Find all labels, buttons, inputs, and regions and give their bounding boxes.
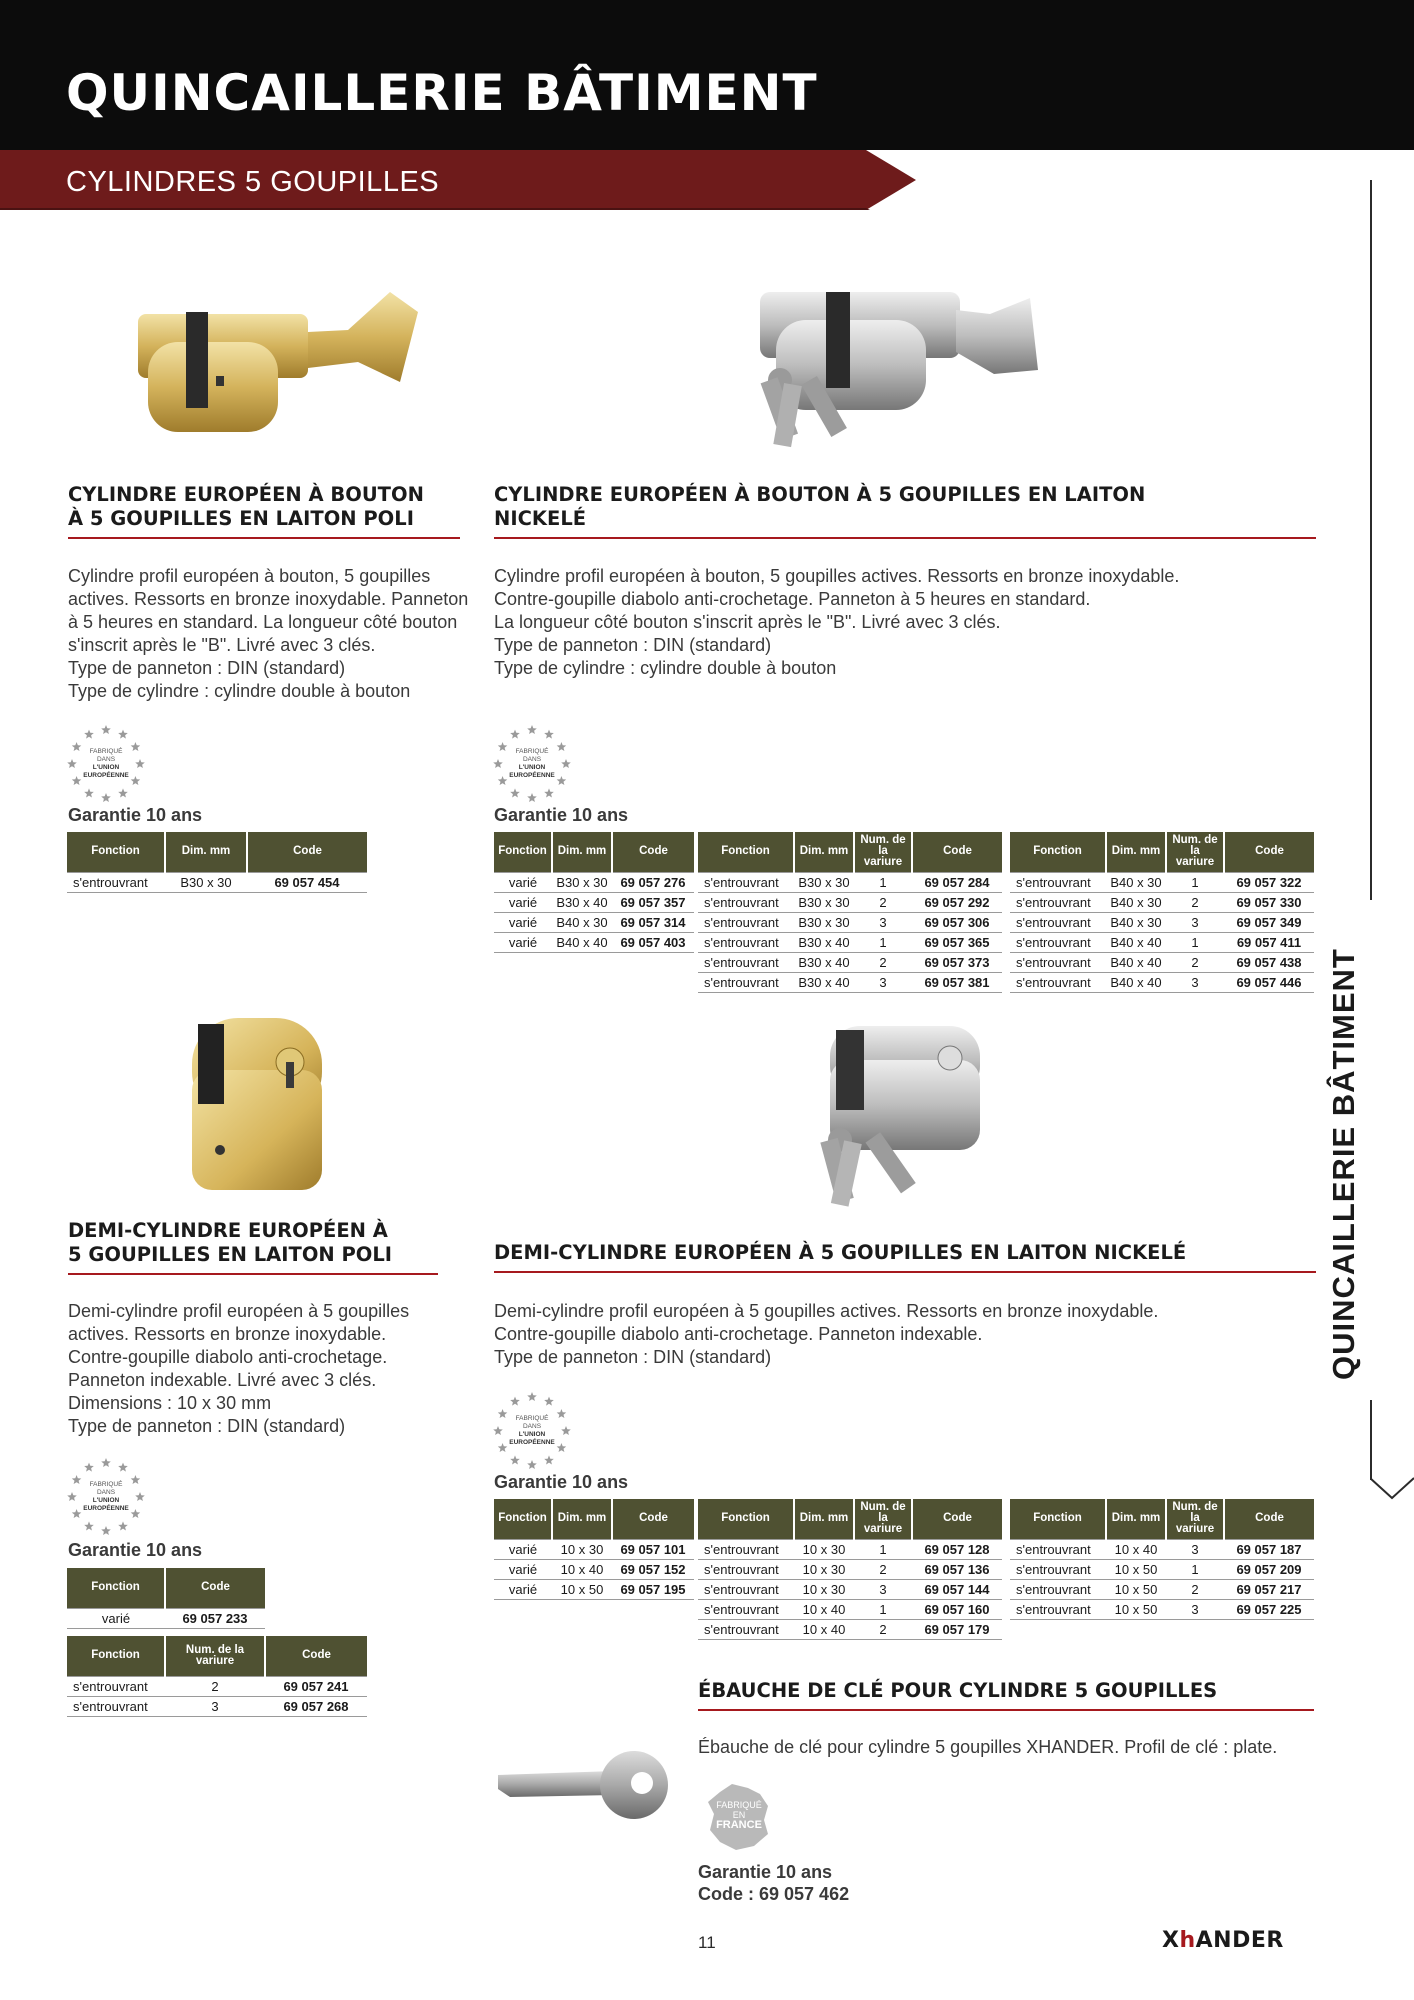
- cell-dim: B40 x 30: [1106, 892, 1166, 912]
- column-header: Dim. mm: [552, 832, 612, 872]
- table-row: [67, 872, 367, 892]
- badge-line: DANS: [522, 1423, 542, 1430]
- cell-fonction: varié: [494, 932, 552, 952]
- product-2-title-line-1: CYLINDRE EUROPÉEN À BOUTON À 5 GOUPILLES EN LAITON: [494, 483, 1146, 506]
- cell-dim: B40 x 40: [1106, 972, 1166, 992]
- brass-half-cylinder-image: [180, 1010, 350, 1200]
- badge-line: DANS: [96, 1489, 116, 1496]
- badge-line: FABRIQUÉ: [89, 748, 123, 755]
- cell-fonction: varié: [67, 1608, 165, 1628]
- cell-fonction: s'entrouvrant: [1010, 912, 1106, 932]
- cell-variure: 3: [854, 1579, 912, 1599]
- desc-line: Dimensions : 10 x 30 mm: [68, 1393, 272, 1413]
- desc-line: Cylindre profil européen à bouton, 5 goupilles actives. Ressorts en bronze inoxydable.: [494, 566, 1180, 586]
- badge-line: EUROPÉENNE: [83, 772, 129, 779]
- product-1-title: [68, 483, 460, 539]
- cell-fonction: s'entrouvrant: [1010, 952, 1106, 972]
- cell-variure: 3: [1166, 912, 1224, 932]
- table-row: [494, 872, 694, 892]
- cell-dim: B40 x 40: [1106, 932, 1166, 952]
- logo-part: h: [1179, 1928, 1196, 1953]
- product-3-title: [68, 1219, 438, 1275]
- cell-dim: 10 x 40: [794, 1599, 854, 1619]
- brass-knob-cylinder-image: [128, 272, 428, 452]
- product-5-title: [698, 1679, 1314, 1711]
- star-icon: [118, 1521, 128, 1530]
- column-header: Fonction: [698, 1499, 794, 1539]
- page-number: 11: [698, 1933, 716, 1952]
- brand-logo: [1162, 1928, 1284, 1953]
- product-2-guarantee: Garantie 10 ans: [494, 805, 629, 825]
- table-row: [494, 932, 694, 952]
- side-label: QUINCAILLERIE BÂTIMENT: [1326, 948, 1361, 1380]
- cell-fonction: s'entrouvrant: [67, 1696, 165, 1716]
- table-row: [698, 1619, 1002, 1639]
- column-header: Fonction: [494, 832, 552, 872]
- cell-variure: 2: [854, 1559, 912, 1579]
- product-5-title-line-1: ÉBAUCHE DE CLÉ POUR CYLINDRE 5 GOUPILLES: [698, 1679, 1218, 1702]
- star-icon: [84, 1463, 94, 1472]
- table-row: [67, 1608, 265, 1628]
- section-subtitle: CYLINDRES 5 GOUPILLES: [66, 166, 440, 198]
- logo-part: ANDER: [1195, 1928, 1284, 1953]
- cell-dim: B30 x 40: [794, 932, 854, 952]
- badge-line: L'UNION: [518, 764, 546, 771]
- cell-code: 69 057 438: [1224, 952, 1314, 972]
- cell-code: 69 057 144: [912, 1579, 1002, 1599]
- cell-code: 69 057 101: [612, 1539, 694, 1559]
- star-icon: [510, 730, 520, 739]
- cell-variure: 1: [854, 872, 912, 892]
- column-header: Dim. mm: [1106, 832, 1166, 872]
- cell-code: 69 057 322: [1224, 872, 1314, 892]
- table-row: [494, 1539, 694, 1559]
- cell-code: 69 057 314: [612, 912, 694, 932]
- cell-variure: 3: [1166, 1539, 1224, 1559]
- cell-fonction: s'entrouvrant: [67, 1676, 165, 1696]
- cell-variure: 2: [1166, 892, 1224, 912]
- column-header: Code: [165, 1568, 265, 1608]
- cell-fonction: s'entrouvrant: [698, 1579, 794, 1599]
- eu-made-badge: [64, 722, 148, 806]
- star-icon: [101, 1458, 111, 1467]
- badge-line: FABRIQUÉ: [515, 748, 549, 755]
- cell-code: 69 057 136: [912, 1559, 1002, 1579]
- product-2-description: [494, 565, 1179, 680]
- cell-variure: 3: [1166, 1599, 1224, 1619]
- star-icon: [527, 793, 537, 802]
- cell-code: 69 057 284: [912, 872, 1002, 892]
- cell-dim: B30 x 30: [794, 872, 854, 892]
- product-2-title: [494, 483, 1316, 539]
- column-header: Dim. mm: [794, 832, 854, 872]
- cell-variure: 3: [854, 912, 912, 932]
- cell-dim: 10 x 50: [1106, 1579, 1166, 1599]
- cell-dim: 10 x 50: [1106, 1559, 1166, 1579]
- eu-made-badge: [490, 1389, 574, 1473]
- star-icon: [527, 1392, 537, 1401]
- table-row: [698, 892, 1002, 912]
- cell-code: 69 057 217: [1224, 1579, 1314, 1599]
- badge-line: EUROPÉENNE: [509, 1439, 555, 1446]
- column-header: Dim. mm: [1106, 1499, 1166, 1539]
- column-header: Fonction: [67, 832, 165, 872]
- desc-line: Contre-goupille diabolo anti-crochetage. Panneton à 5 heures en standard.: [494, 589, 1091, 609]
- star-icon: [101, 725, 111, 734]
- desc-line: actives. Ressorts en bronze inoxydable.: [68, 1324, 387, 1344]
- nickel-half-cylinder-image: [800, 1020, 1000, 1220]
- cell-code: 69 057 195: [612, 1579, 694, 1599]
- table-row: [698, 952, 1002, 972]
- cell-code: 69 057 454: [247, 872, 367, 892]
- product-3-table-a: [67, 1568, 265, 1629]
- cell-code: 69 057 373: [912, 952, 1002, 972]
- cell-fonction: varié: [494, 1539, 552, 1559]
- product-2-table-b: [698, 832, 1002, 993]
- cell-fonction: s'entrouvrant: [1010, 892, 1106, 912]
- cell-code: 69 057 225: [1224, 1599, 1314, 1619]
- product-4-table-b: [698, 1499, 1002, 1640]
- cell-variure: 3: [165, 1696, 265, 1716]
- cell-dim: B30 x 30: [794, 892, 854, 912]
- table-row: [698, 1539, 1002, 1559]
- product-4-table-a: [494, 1499, 694, 1600]
- cell-code: 69 057 268: [265, 1696, 367, 1716]
- cell-dim: B40 x 30: [552, 912, 612, 932]
- column-header: Fonction: [494, 1499, 552, 1539]
- desc-line: La longueur côté bouton s'inscrit après le "B". Livré avec 3 clés.: [494, 612, 1001, 632]
- cell-fonction: s'entrouvrant: [698, 1599, 794, 1619]
- cell-fonction: varié: [494, 1579, 552, 1599]
- product-4-guarantee: Garantie 10 ans: [494, 1472, 629, 1492]
- table-row: [1010, 1579, 1314, 1599]
- column-header: Num. de la variure: [1166, 1499, 1224, 1539]
- star-icon: [118, 1463, 128, 1472]
- cell-variure: 2: [854, 892, 912, 912]
- cell-fonction: s'entrouvrant: [1010, 872, 1106, 892]
- product-3-table-b: [67, 1636, 367, 1717]
- star-icon: [510, 1397, 520, 1406]
- column-header: Dim. mm: [794, 1499, 854, 1539]
- product-2-title-line-2: NICKELÉ: [494, 507, 587, 530]
- cell-variure: 1: [1166, 932, 1224, 952]
- table-row: [1010, 972, 1314, 992]
- star-icon: [118, 730, 128, 739]
- cell-code: 69 057 403: [612, 932, 694, 952]
- cell-code: 69 057 306: [912, 912, 1002, 932]
- badge-line: FABRIQUÉ: [716, 1800, 762, 1810]
- product-5-guarantee: Garantie 10 ans: [698, 1862, 833, 1882]
- star-icon: [118, 788, 128, 797]
- badge-line: L'UNION: [92, 764, 120, 771]
- column-header: Fonction: [1010, 1499, 1106, 1539]
- cell-fonction: s'entrouvrant: [698, 932, 794, 952]
- desc-line: à 5 heures en standard. La longueur côté bouton: [68, 612, 458, 632]
- cell-fonction: s'entrouvrant: [1010, 1599, 1106, 1619]
- badge-line: FRANCE: [716, 1819, 762, 1831]
- cell-fonction: s'entrouvrant: [1010, 972, 1106, 992]
- cell-variure: 3: [854, 972, 912, 992]
- cell-dim: B30 x 40: [552, 892, 612, 912]
- cell-dim: B30 x 30: [552, 872, 612, 892]
- product-2-table-a: [494, 832, 694, 953]
- cell-variure: 2: [165, 1676, 265, 1696]
- star-icon: [527, 1460, 537, 1469]
- cell-fonction: s'entrouvrant: [698, 972, 794, 992]
- badge-line: EN: [732, 1810, 746, 1820]
- product-4-title-line-1: DEMI-CYLINDRE EUROPÉEN À 5 GOUPILLES EN LAITON NICKELÉ: [494, 1241, 1187, 1264]
- column-header: Code: [1224, 1499, 1314, 1539]
- table-row: [1010, 872, 1314, 892]
- cell-fonction: s'entrouvrant: [698, 872, 794, 892]
- cell-code: 69 057 128: [912, 1539, 1002, 1559]
- cell-fonction: s'entrouvrant: [1010, 932, 1106, 952]
- page-title: QUINCAILLERIE BÂTIMENT: [66, 64, 818, 122]
- table-row: [698, 932, 1002, 952]
- cell-code: 69 057 411: [1224, 932, 1314, 952]
- cell-dim: B40 x 30: [1106, 872, 1166, 892]
- made-in-france-badge: [702, 1780, 776, 1854]
- product-3-guarantee: Garantie 10 ans: [68, 1540, 203, 1560]
- star-icon: [544, 730, 554, 739]
- cell-fonction: varié: [494, 912, 552, 932]
- cell-variure: 2: [854, 1619, 912, 1639]
- nickel-knob-cylinder-image: [740, 280, 1040, 460]
- badge-line: FABRIQUÉ: [89, 1481, 123, 1488]
- cell-code: 69 057 349: [1224, 912, 1314, 932]
- cell-code: 69 057 276: [612, 872, 694, 892]
- cell-variure: 2: [1166, 1579, 1224, 1599]
- product-3-description: [68, 1300, 409, 1438]
- table-row: [494, 912, 694, 932]
- cell-code: 69 057 187: [1224, 1539, 1314, 1559]
- product-2-table-c: [1010, 832, 1314, 993]
- table-row: [1010, 1539, 1314, 1559]
- cell-code: 69 057 209: [1224, 1559, 1314, 1579]
- product-4-description: [494, 1300, 1158, 1369]
- cell-dim: B30 x 30: [165, 872, 247, 892]
- table-row: [494, 1559, 694, 1579]
- cell-fonction: s'entrouvrant: [1010, 1579, 1106, 1599]
- cell-fonction: s'entrouvrant: [698, 952, 794, 972]
- star-icon: [84, 730, 94, 739]
- desc-line: Ébauche de clé pour cylindre 5 goupilles XHANDER. Profil de clé : plate.: [698, 1737, 1278, 1757]
- desc-line: Type de cylindre : cylindre double à bouton: [68, 681, 411, 701]
- table-row: [698, 1579, 1002, 1599]
- column-header: Num. de la variure: [1166, 832, 1224, 872]
- cell-dim: 10 x 50: [552, 1579, 612, 1599]
- table-row: [698, 1559, 1002, 1579]
- cell-code: 69 057 292: [912, 892, 1002, 912]
- column-header: Code: [612, 832, 694, 872]
- desc-line: Type de panneton : DIN (standard): [494, 1347, 772, 1367]
- desc-line: Type de panneton : DIN (standard): [68, 658, 346, 678]
- cell-fonction: varié: [494, 872, 552, 892]
- badge-line: L'UNION: [92, 1497, 120, 1504]
- product-5-code: Code : 69 057 462: [698, 1884, 850, 1904]
- column-header: Code: [912, 832, 1002, 872]
- cell-code: 69 057 152: [612, 1559, 694, 1579]
- cell-fonction: s'entrouvrant: [1010, 1559, 1106, 1579]
- product-1-description: [68, 565, 468, 703]
- column-header: Dim. mm: [552, 1499, 612, 1539]
- cell-fonction: s'entrouvrant: [698, 1619, 794, 1639]
- desc-line: Demi-cylindre profil européen à 5 goupilles: [68, 1301, 410, 1321]
- desc-line: Type de panneton : DIN (standard): [68, 1416, 346, 1436]
- cell-dim: B40 x 30: [1106, 912, 1166, 932]
- badge-line: EUROPÉENNE: [509, 772, 555, 779]
- cell-variure: 2: [1166, 952, 1224, 972]
- table-row: [1010, 932, 1314, 952]
- star-icon: [84, 788, 94, 797]
- cell-variure: 1: [854, 1539, 912, 1559]
- cell-code: 69 057 357: [612, 892, 694, 912]
- column-header: Fonction: [67, 1568, 165, 1608]
- star-icon: [510, 788, 520, 797]
- table-row: [698, 912, 1002, 932]
- product-1-guarantee: Garantie 10 ans: [68, 805, 203, 825]
- desc-line: s'inscrit après le "B". Livré avec 3 clés.: [68, 635, 376, 655]
- column-header: Num. de la variure: [854, 832, 912, 872]
- product-1-title-line-1: CYLINDRE EUROPÉEN À BOUTON: [68, 483, 424, 506]
- table-row: [698, 1599, 1002, 1619]
- table-row: [494, 1579, 694, 1599]
- product-3-title-line-1: DEMI-CYLINDRE EUROPÉEN À: [68, 1219, 388, 1242]
- product-1-table: [67, 832, 367, 893]
- star-icon: [101, 793, 111, 802]
- column-header: Code: [612, 1499, 694, 1539]
- cell-dim: 10 x 40: [552, 1559, 612, 1579]
- table-row: [1010, 1559, 1314, 1579]
- cell-dim: B40 x 40: [1106, 952, 1166, 972]
- column-header: Num. de la variure: [165, 1636, 265, 1676]
- cell-fonction: s'entrouvrant: [1010, 1539, 1106, 1559]
- cell-variure: 1: [1166, 872, 1224, 892]
- eu-made-badge: [490, 722, 574, 806]
- cell-dim: B30 x 30: [794, 912, 854, 932]
- eu-made-badge: [64, 1455, 148, 1539]
- cell-fonction: s'entrouvrant: [67, 872, 165, 892]
- star-icon: [510, 1455, 520, 1464]
- desc-line: Contre-goupille diabolo anti-crochetage.: [68, 1347, 388, 1367]
- chevron-down-icon: [1370, 1476, 1414, 1520]
- table-row: [67, 1696, 367, 1716]
- cell-code: 69 057 365: [912, 932, 1002, 952]
- desc-line: Panneton indexable. Livré avec 3 clés.: [68, 1370, 377, 1390]
- desc-line: actives. Ressorts en bronze inoxydable. Panneton: [68, 589, 469, 609]
- cell-dim: B40 x 40: [552, 932, 612, 952]
- star-icon: [527, 725, 537, 734]
- cell-code: 69 057 241: [265, 1676, 367, 1696]
- product-4-table-c: [1010, 1499, 1314, 1620]
- table-row: [1010, 952, 1314, 972]
- badge-line: EUROPÉENNE: [83, 1505, 129, 1512]
- cell-dim: 10 x 50: [1106, 1599, 1166, 1619]
- cell-fonction: s'entrouvrant: [698, 912, 794, 932]
- cell-code: 69 057 381: [912, 972, 1002, 992]
- cell-dim: 10 x 30: [794, 1539, 854, 1559]
- badge-line: DANS: [522, 756, 542, 763]
- cell-dim: 10 x 30: [794, 1579, 854, 1599]
- cell-code: 69 057 160: [912, 1599, 1002, 1619]
- desc-line: Type de panneton : DIN (standard): [494, 635, 772, 655]
- cell-variure: 1: [854, 932, 912, 952]
- star-icon: [544, 1455, 554, 1464]
- column-header: Fonction: [67, 1636, 165, 1676]
- badge-line: L'UNION: [518, 1431, 546, 1438]
- star-icon: [101, 1526, 111, 1535]
- cell-dim: 10 x 40: [1106, 1539, 1166, 1559]
- cell-code: 69 057 446: [1224, 972, 1314, 992]
- cell-variure: 1: [1166, 1559, 1224, 1579]
- cell-dim: 10 x 30: [552, 1539, 612, 1559]
- cell-fonction: varié: [494, 892, 552, 912]
- table-row: [698, 972, 1002, 992]
- desc-line: Demi-cylindre profil européen à 5 goupilles actives. Ressorts en bronze inoxydable.: [494, 1301, 1159, 1321]
- column-header: Dim. mm: [165, 832, 247, 872]
- star-icon: [84, 1521, 94, 1530]
- cell-fonction: s'entrouvrant: [698, 892, 794, 912]
- column-header: Num. de la variure: [854, 1499, 912, 1539]
- logo-part: X: [1162, 1928, 1180, 1953]
- desc-line: Contre-goupille diabolo anti-crochetage. Panneton indexable.: [494, 1324, 983, 1344]
- product-5-description: [698, 1736, 1277, 1759]
- table-row: [1010, 1599, 1314, 1619]
- side-rule-bottom: [1370, 1400, 1372, 1480]
- cell-code: 69 057 233: [165, 1608, 265, 1628]
- table-row: [698, 872, 1002, 892]
- cell-fonction: s'entrouvrant: [698, 1559, 794, 1579]
- badge-line: DANS: [96, 756, 116, 763]
- side-rule-top: [1370, 180, 1372, 900]
- star-icon: [544, 788, 554, 797]
- desc-line: Type de cylindre : cylindre double à bouton: [494, 658, 837, 678]
- desc-line: Cylindre profil européen à bouton, 5 goupilles: [68, 566, 431, 586]
- cell-dim: B30 x 40: [794, 952, 854, 972]
- column-header: Code: [912, 1499, 1002, 1539]
- badge-line: FABRIQUÉ: [515, 1415, 549, 1422]
- table-row: [494, 892, 694, 912]
- column-header: Code: [247, 832, 367, 872]
- product-3-title-line-2: 5 GOUPILLES EN LAITON POLI: [68, 1243, 393, 1266]
- cell-variure: 3: [1166, 972, 1224, 992]
- column-header: Code: [265, 1636, 367, 1676]
- cell-fonction: varié: [494, 1559, 552, 1579]
- table-row: [67, 1676, 367, 1696]
- table-row: [1010, 892, 1314, 912]
- column-header: Code: [1224, 832, 1314, 872]
- cell-fonction: s'entrouvrant: [698, 1539, 794, 1559]
- cell-dim: 10 x 40: [794, 1619, 854, 1639]
- star-icon: [544, 1397, 554, 1406]
- cell-variure: 1: [854, 1599, 912, 1619]
- cell-dim: B30 x 40: [794, 972, 854, 992]
- column-header: Fonction: [1010, 832, 1106, 872]
- key-blank-image: [494, 1745, 674, 1835]
- column-header: Fonction: [698, 832, 794, 872]
- cell-code: 69 057 179: [912, 1619, 1002, 1639]
- table-row: [1010, 912, 1314, 932]
- cell-dim: 10 x 30: [794, 1559, 854, 1579]
- product-1-title-line-2: À 5 GOUPILLES EN LAITON POLI: [68, 507, 414, 530]
- product-4-title: [494, 1241, 1316, 1273]
- cell-variure: 2: [854, 952, 912, 972]
- cell-code: 69 057 330: [1224, 892, 1314, 912]
